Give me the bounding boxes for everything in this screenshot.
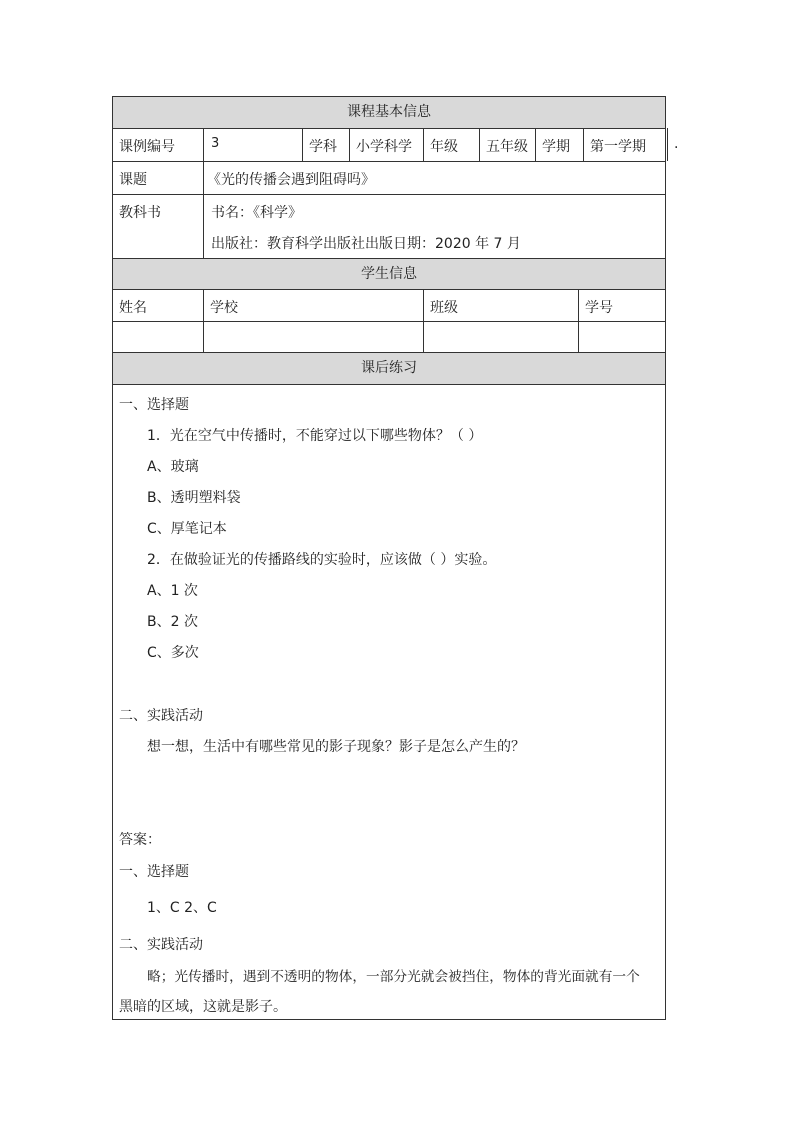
q2-option-a: A、1 次 (147, 583, 198, 599)
question-2: 2．在做验证光的传播路线的实验时，应该做（ ）实验。 (147, 552, 497, 568)
id-label: 学号 (585, 300, 613, 316)
answer-text-line1: 略；光传播时，遇到不透明的物体，一部分光就会被挡住，物体的背光面就有一个 (147, 969, 640, 985)
course-no-label: 课例编号 (119, 139, 175, 155)
subject-value: 小学科学 (356, 139, 412, 155)
q1-option-c: C、厚笔记本 (147, 521, 227, 537)
q2-option-b: B、2 次 (147, 614, 198, 630)
textbook-label: 教科书 (119, 205, 161, 221)
answer-section1: 一、选择题 (119, 864, 189, 880)
divider (535, 128, 536, 161)
section1-title: 一、选择题 (119, 397, 189, 413)
q2-option-c: C、多次 (147, 645, 199, 661)
term-value: 第一学期 (590, 139, 646, 155)
divider (583, 128, 584, 161)
answer-choices: 1、C 2、C (147, 900, 217, 916)
grade-value: 五年级 (486, 139, 528, 155)
divider (112, 384, 666, 385)
name-label: 姓名 (119, 300, 147, 316)
divider (423, 289, 424, 352)
answer-section2: 二、实践活动 (119, 937, 203, 953)
divider (203, 289, 204, 352)
school-label: 学校 (210, 300, 238, 316)
exercises-header: 课后练习 (113, 353, 665, 384)
q1-option-a: A、玻璃 (147, 459, 199, 475)
subject-label: 学科 (309, 139, 337, 155)
textbook-name: 书名：《科学》 (211, 205, 302, 221)
term-label: 学期 (542, 139, 570, 155)
section2-title: 二、实践活动 (119, 708, 203, 724)
divider (423, 128, 424, 161)
answer-text-line2: 黑暗的区域，这就是影子。 (119, 999, 287, 1015)
basic-info-header: 课程基本信息 (113, 97, 665, 128)
answer-label: 答案： (119, 832, 161, 848)
divider (479, 128, 480, 161)
class-label: 班级 (430, 300, 458, 316)
divider (203, 128, 204, 258)
divider (112, 161, 666, 162)
divider (112, 194, 666, 195)
divider (112, 289, 666, 290)
grade-label: 年级 (430, 139, 458, 155)
divider (349, 128, 350, 161)
divider (302, 128, 303, 161)
divider (112, 321, 666, 322)
student-info-header: 学生信息 (113, 259, 665, 289)
divider (667, 128, 668, 161)
textbook-publisher: 出版社：教育科学出版社出版日期：2020 年 7 月 (211, 236, 521, 252)
course-no-value: 3 (211, 136, 220, 151)
topic-label: 课题 (119, 172, 147, 188)
q1-option-b: B、透明塑料袋 (147, 490, 241, 506)
practice-question: 想一想，生活中有哪些常见的影子现象？影子是怎么产生的？ (147, 739, 525, 755)
question-1: 1．光在空气中传播时，不能穿过以下哪些物体？（ ） (147, 428, 483, 444)
term-mark: . (674, 136, 679, 152)
topic-value: 《光的传播会遇到阻碍吗》 (207, 172, 375, 188)
divider (578, 289, 579, 352)
